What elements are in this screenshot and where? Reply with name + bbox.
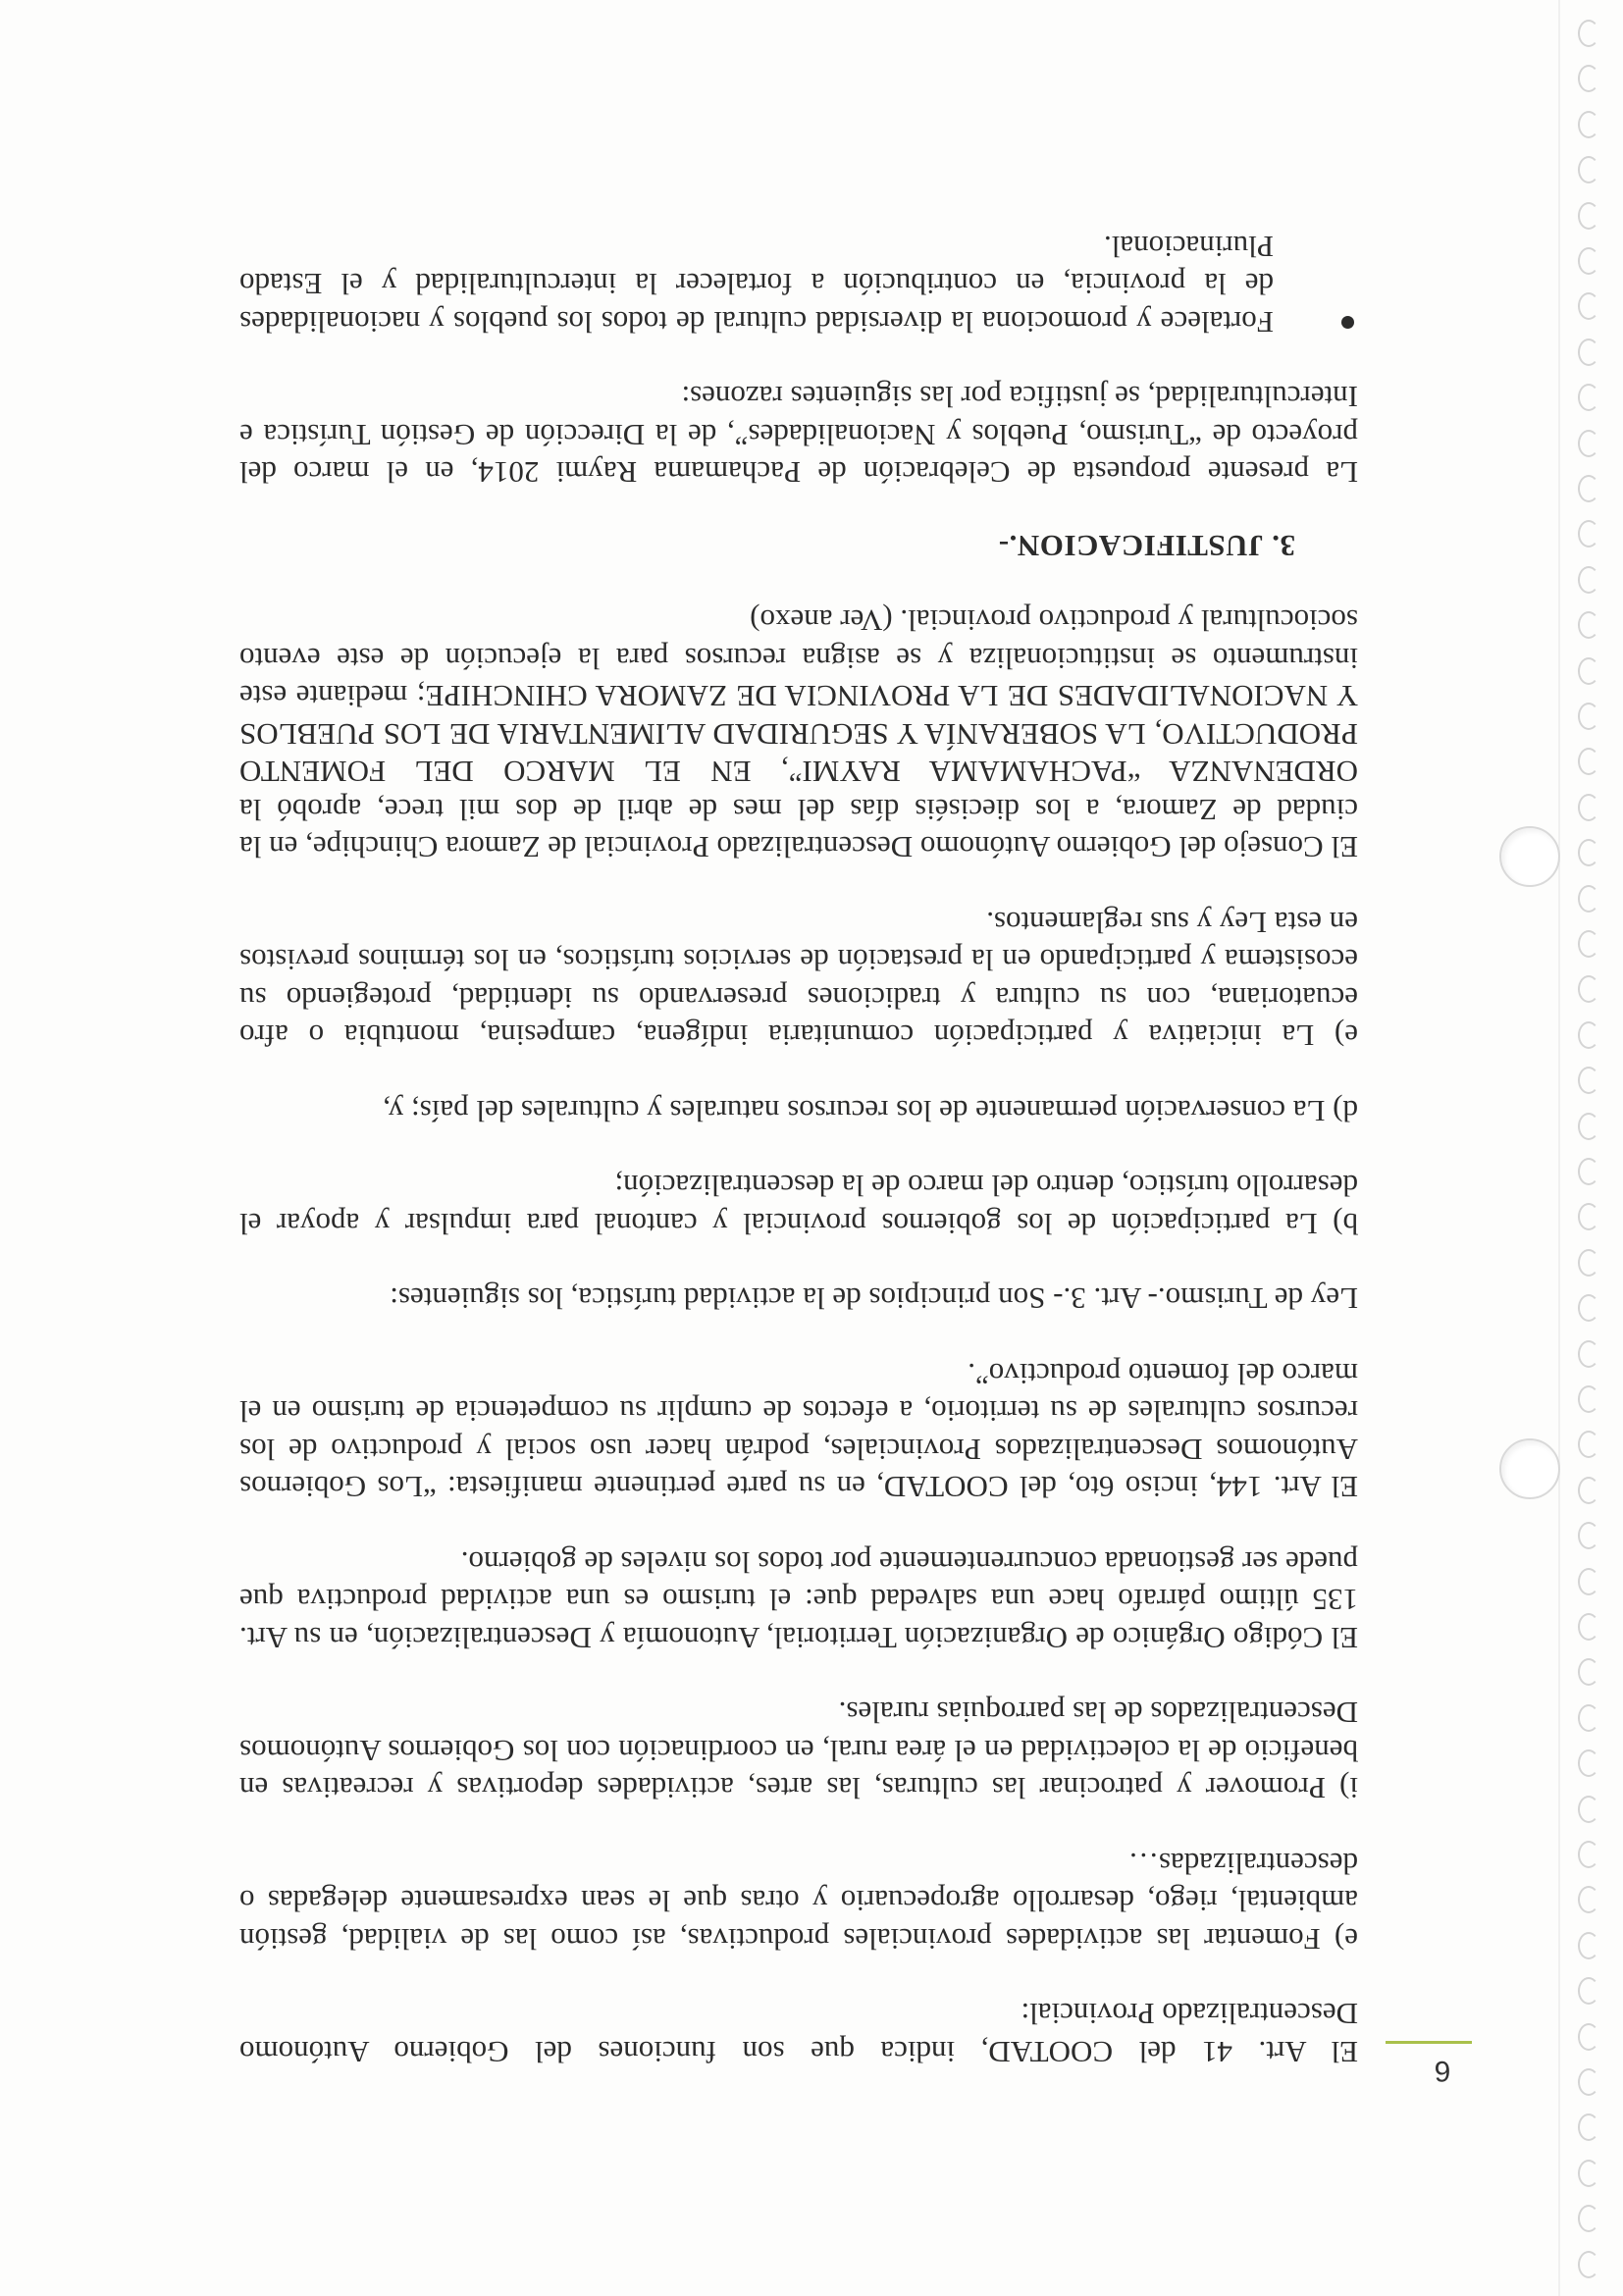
bullet-list-item (239, 228, 1358, 341)
paragraph-art-144: El Art. 144, inciso 6to, del COOTAD, en su parte pertinente manifiesta: “Los Gobiernos Autónomos Descentralizados Provinciales, podrán hacer uso social y productivo de los recursos culturales de su territorio, a efectos de cumplir su competencia de turismo en el marco del fomento productivo”. (239, 1357, 1358, 1505)
section-heading-justificacion: 3. JUSTIFICACION.- (998, 529, 1295, 563)
paragraph-item-e-iniciativa: e) La iniciativa y participación comunitaria indígena, campesina, montubia o afro ecuatoriana, con su cultura y tradiciones preservando su identidad, protegiendo su ecosistema y participando en la prestación de servicios turísticos, en los términos previstos en esta Ley y sus reglamentos. (239, 906, 1358, 1054)
paragraph-item-b-participacion: b) La participación de los gobiernos provincial y cantonal para impulsar y apoyar el desarrollo turístico, dentro del marco de la descentralización; (239, 1169, 1358, 1241)
paragraph-item-e-fomentar: e) Fomentar las actividades provinciales productivas, así como las de vialidad, gestión ambiental, riego, desarrollo agropecuario y otras que le sean expresamente delegadas o descentralizadas… (239, 1847, 1358, 1957)
bullet-icon (1341, 316, 1354, 329)
paragraph-ley-de-turismo: Ley de Turismo.- Art. 3.- Son principios de la actividad turística, los siguientes: (390, 1281, 1358, 1317)
paragraph-art-41: El Art. 41 del COOTAD, indica que son funciones del Gobierno Autónomo Descentralizado Provincial: (239, 1997, 1358, 2069)
paragraph-item-i-promover: i) Promover y patrocinar las culturas, las artes, actividades deportivas y recreativas en beneficio de la colectividad en el área rural, en coordinación con los Gobiernos Autónomos Descentralizados de las parroquias rurales. (239, 1696, 1358, 1806)
page-content (239, 190, 1358, 2071)
paragraph-item-d-conservacion: d) La conservación permanente de los recursos naturales y culturales del país; y, (383, 1094, 1358, 1128)
punch-hole (1499, 826, 1560, 887)
page-number-rule (1386, 2041, 1472, 2044)
paragraph-presente-propuesta: La presente propuesta de Celebración de Pachamama Raymi 2014, en el marco del proyecto de “Turismo, Pueblos y Nacionalidades”, de la Dirección de Gestión Turística e Interculturalidad, se justifica por las siguientes razones: (239, 380, 1358, 491)
paragraph-consejo-ordenanza: El Consejo del Gobierno Autónomo Descentralizado Provincial de Zamora Chinchipe, en la ciudad de Zamora, a los dieciséis días del mes de abril de dos mil trece, aprobó la ORDENANZA “PACHAMAMA RAYMI”, EN EL MARCO DEL FOMENTO PRODUCTIVO, LA SOBERANÍA Y SEGURIDAD ALIMENTARIA DE LOS PUEBLOS Y NACIONALIDADES DE LA PROVINCIA DE ZAMORA CHINCHIPE; mediante este instrumento se institucionaliza y se asigna recursos para la ejecución de este evento sociocultural y productivo provincial. (Ver anexo) (239, 603, 1358, 865)
page-number: 6 (1434, 2055, 1451, 2087)
bullet-text: Fortalece y promociona la diversidad cultural de todos los pueblos y nacionalidades de la provincia, en contribución a fortalecer la interculturalidad y el Estado Plurinacional. (239, 230, 1274, 339)
punch-hole (1499, 1438, 1560, 1499)
paragraph-codigo-organico: El Código Orgánico de Organización Territorial, Autonomía y Descentralización, en su Art. 135 último párrafo hace una salvedad que: el turismo es una actividad productiva que puede ser gestionada concurrentemente por todos los niveles de gobierno. (239, 1545, 1358, 1655)
